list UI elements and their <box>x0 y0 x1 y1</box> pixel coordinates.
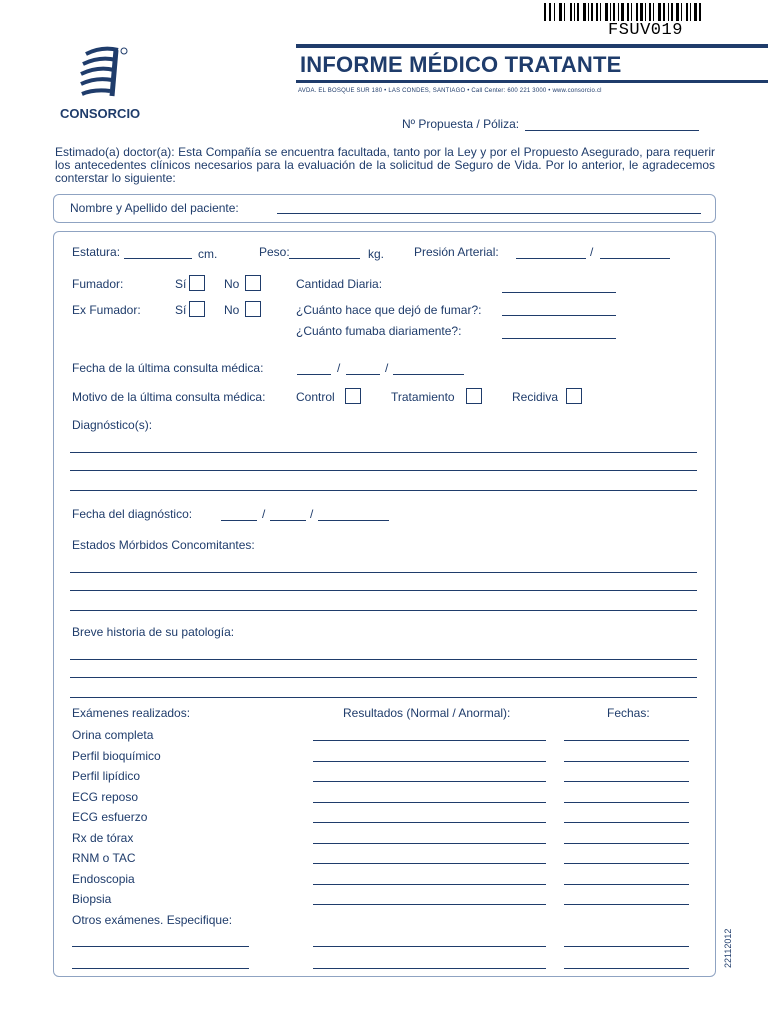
diagnosis-slash-1: / <box>262 507 266 521</box>
blood-pressure-diastolic-field[interactable] <box>600 258 670 259</box>
last-visit-month-field[interactable] <box>346 374 380 375</box>
exams-column-header: Exámenes realizados: <box>72 706 191 720</box>
last-visit-slash-1: / <box>337 361 341 375</box>
exam-date-field[interactable] <box>564 884 689 885</box>
diagnosis-line-3[interactable] <box>70 490 697 491</box>
smoker-no-label: No <box>224 277 240 291</box>
exam-date-field[interactable] <box>564 863 689 864</box>
other-exam-name-field-2[interactable] <box>72 968 249 969</box>
patient-name-field[interactable] <box>277 213 701 214</box>
quit-ago-label: ¿Cuánto hace que dejó de fumar?: <box>296 303 482 317</box>
barcode <box>544 3 756 21</box>
ex-smoker-yes-label: Sí <box>175 303 187 317</box>
page-title: INFORME MÉDICO TRATANTE <box>300 52 622 77</box>
comorbid-line-2[interactable] <box>70 590 697 591</box>
weight-label: Peso: <box>259 245 290 259</box>
ex-smoker-yes-checkbox[interactable] <box>189 301 205 317</box>
diagnosis-day-field[interactable] <box>221 520 257 521</box>
exam-date-field[interactable] <box>564 802 689 803</box>
diagnosis-year-field[interactable] <box>318 520 389 521</box>
last-visit-reason-label: Motivo de la última consulta médica: <box>72 390 266 404</box>
exam-date-field[interactable] <box>564 904 689 905</box>
exam-date-field[interactable] <box>564 781 689 782</box>
smoker-yes-label: Sí <box>175 277 187 291</box>
ex-smoker-no-checkbox[interactable] <box>245 301 261 317</box>
exam-date-field[interactable] <box>564 740 689 741</box>
last-visit-day-field[interactable] <box>297 374 331 375</box>
exam-result-field[interactable] <box>313 761 546 762</box>
patient-name-label: Nombre y Apellido del paciente: <box>70 201 239 215</box>
daily-amount-label: Cantidad Diaria: <box>296 277 383 291</box>
exam-result-field[interactable] <box>313 822 546 823</box>
ex-smoker-label: Ex Fumador: <box>72 303 141 317</box>
exam-result-field[interactable] <box>313 863 546 864</box>
exam-result-field[interactable] <box>313 843 546 844</box>
reason-relapse-checkbox[interactable] <box>566 388 582 404</box>
exam-date-field[interactable] <box>564 843 689 844</box>
reason-treatment-checkbox[interactable] <box>466 388 482 404</box>
other-exam-name-field-1[interactable] <box>72 946 249 947</box>
dates-column-header: Fechas: <box>607 706 650 720</box>
comorbid-label: Estados Mórbidos Concomitantes: <box>72 538 255 552</box>
other-exam-result-field-1[interactable] <box>313 946 546 947</box>
last-visit-date-label: Fecha de la última consulta médica: <box>72 361 264 375</box>
brand-name: CONSORCIO <box>60 106 141 121</box>
results-column-header: Resultados (Normal / Anormal): <box>343 706 511 720</box>
history-label: Breve historia de su patología: <box>72 625 235 639</box>
other-exam-result-field-2[interactable] <box>313 968 546 969</box>
exam-result-field[interactable] <box>313 740 546 741</box>
exam-label: Orina completa <box>72 728 154 742</box>
smoker-no-checkbox[interactable] <box>245 275 261 291</box>
consorcio-logo-icon <box>74 44 134 100</box>
diagnosis-date-label: Fecha del diagnóstico: <box>72 507 193 521</box>
weight-field[interactable] <box>289 258 360 259</box>
diagnosis-slash-2: / <box>310 507 314 521</box>
exam-date-field[interactable] <box>564 822 689 823</box>
diagnosis-line-2[interactable] <box>70 470 697 471</box>
daily-amount-field[interactable] <box>502 292 616 293</box>
smoker-yes-checkbox[interactable] <box>189 275 205 291</box>
reason-relapse-label: Recidiva <box>512 390 559 404</box>
height-label: Estatura: <box>72 245 121 259</box>
last-visit-year-field[interactable] <box>393 374 464 375</box>
daily-before-label: ¿Cuánto fumaba diariamente?: <box>296 324 462 338</box>
exam-label: ECG esfuerzo <box>72 810 148 824</box>
history-line-1[interactable] <box>70 659 697 660</box>
blood-pressure-label: Presión Arterial: <box>414 245 499 259</box>
blood-pressure-slash: / <box>590 245 594 259</box>
ex-smoker-no-label: No <box>224 303 240 317</box>
policy-field[interactable] <box>525 130 699 131</box>
blood-pressure-systolic-field[interactable] <box>516 258 586 259</box>
exam-label: Rx de tórax <box>72 831 134 845</box>
exam-label: RNM o TAC <box>72 851 136 865</box>
last-visit-slash-2: / <box>385 361 389 375</box>
exam-label: ECG reposo <box>72 790 139 804</box>
document-code: FSUV019 <box>608 21 683 40</box>
weight-unit: kg. <box>368 247 385 261</box>
reason-control-checkbox[interactable] <box>345 388 361 404</box>
reason-control-label: Control <box>296 390 335 404</box>
smoker-label: Fumador: <box>72 277 124 291</box>
comorbid-line-3[interactable] <box>70 610 697 611</box>
reason-treatment-label: Tratamiento <box>391 390 455 404</box>
exam-label: Perfil lipídico <box>72 769 141 783</box>
exam-label: Biopsia <box>72 892 112 906</box>
exam-result-field[interactable] <box>313 884 546 885</box>
exam-label: Perfil bioquímico <box>72 749 161 763</box>
exam-label: Endoscopia <box>72 872 135 886</box>
quit-ago-field[interactable] <box>502 315 616 316</box>
height-field[interactable] <box>124 258 192 259</box>
exam-result-field[interactable] <box>313 781 546 782</box>
diagnosis-label: Diagnóstico(s): <box>72 418 153 432</box>
exam-date-field[interactable] <box>564 761 689 762</box>
title-rule-top <box>296 44 768 48</box>
history-line-2[interactable] <box>70 677 697 678</box>
history-line-3[interactable] <box>70 697 697 698</box>
comorbid-line-1[interactable] <box>70 572 697 573</box>
height-unit: cm. <box>198 247 218 261</box>
other-exams-label: Otros exámenes. Especifique: <box>72 913 233 927</box>
other-exam-date-field-1[interactable] <box>564 946 689 947</box>
daily-before-field[interactable] <box>502 338 616 339</box>
intro-text: Estimado(a) doctor(a): Esta Compañía se encuentra facultada, tanto por la Ley y por el Propuesto Asegurado, para requerir los antecedentes clínicos necesarios para la evaluación de la solicitud de Seguro de Vida. Por lo anterior, le agradecemos conterstar lo siguiente: <box>55 145 715 185</box>
diagnosis-month-field[interactable] <box>270 520 306 521</box>
footer-version-code: 22112012 <box>723 928 733 968</box>
exam-result-field[interactable] <box>313 904 546 905</box>
main-panel <box>53 231 716 977</box>
policy-label: Nº Propuesta / Póliza: <box>402 117 520 131</box>
other-exam-date-field-2[interactable] <box>564 968 689 969</box>
title-rule-bottom <box>296 80 768 83</box>
company-address: AVDA. EL BOSQUE SUR 180 • LAS CONDES, SANTIAGO • Call Center: 600 221 3000 • www.consorcio.cl <box>298 88 602 94</box>
diagnosis-line-1[interactable] <box>70 452 697 453</box>
exam-result-field[interactable] <box>313 802 546 803</box>
